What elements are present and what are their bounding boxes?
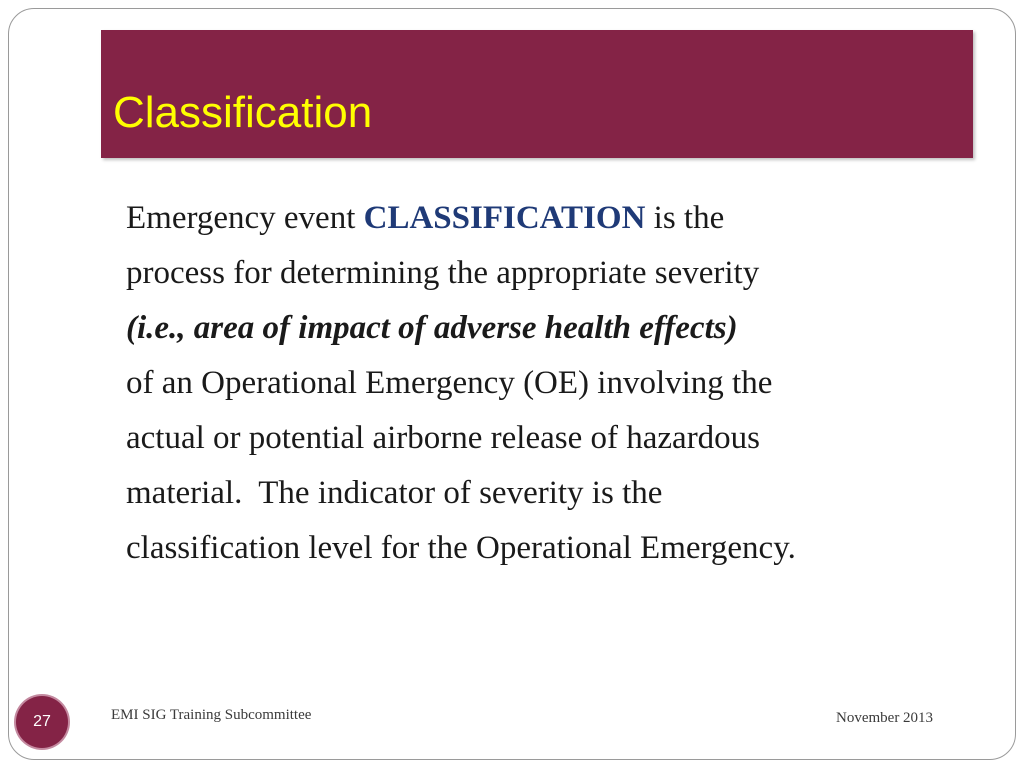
body-line-6: material. The indicator of severity is the <box>126 475 663 511</box>
page-number: 27 <box>33 713 51 730</box>
body-line-4: of an Operational Emergency (OE) involving the <box>126 365 773 401</box>
body-line-3-emphasis: (i.e., area of impact of adverse health effects) <box>126 310 738 346</box>
classification-term: CLASSIFICATION <box>363 200 646 236</box>
page-number-badge <box>16 696 68 748</box>
body-line-2: process for determining the appropriate severity <box>126 255 760 291</box>
body-line-1-pre: Emergency event <box>126 200 364 236</box>
body-line-1 <box>126 191 956 246</box>
slide-title: Classification <box>113 88 373 137</box>
footer-organization: EMI SIG Training Subcommittee <box>111 707 312 723</box>
body-paragraph <box>126 191 956 576</box>
title-bar <box>101 30 973 158</box>
footer-date: November 2013 <box>836 710 934 726</box>
body-line-1-post: is the <box>645 200 725 236</box>
body-line-5: actual or potential airborne release of hazardous <box>126 420 761 456</box>
body-line-7: classification level for the Operational Emergency. <box>126 530 796 566</box>
